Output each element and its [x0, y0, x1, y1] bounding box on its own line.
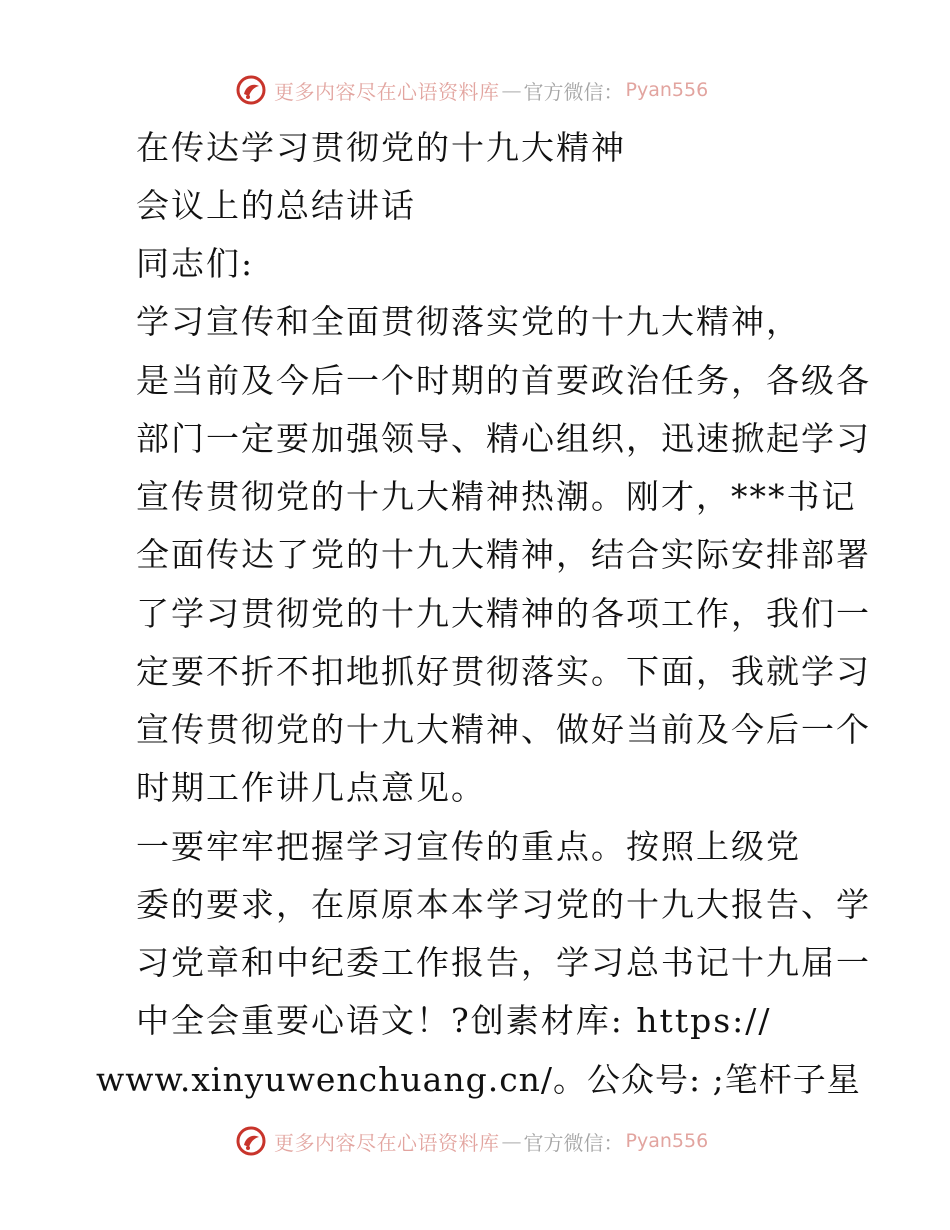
watermark-label: 官方微信： [523, 79, 624, 104]
paragraph-line: 部门一定要加强领导、精心组织，迅速掀起学习 [136, 419, 871, 458]
watermark-wechat-id: Pyan556 [625, 79, 709, 101]
title-line-1: 在传达学习贯彻党的十九大精神 [136, 128, 626, 167]
paragraph-line: 宣传贯彻党的十九大精神热潮。刚才，***书记 [136, 477, 857, 516]
paragraph-line: 时期工作讲几点意见。 [136, 768, 486, 807]
paragraph-line: 委的要求，在原原本本学习党的十九大报告、学 [136, 885, 871, 924]
paragraph-line: 宣传贯彻党的十九大精神、做好当前及今后一个 [136, 710, 871, 749]
watermark-text: 更多内容尽在心语资料库 [274, 1130, 500, 1155]
paragraph-line: 中全会重要心语文！?创素材库: https:// [136, 1001, 772, 1040]
paragraph-line: 定要不折不扣地抓好贯彻落实。下面，我就学习 [136, 652, 871, 691]
paragraph-line-url: www.xinyuwenchuang.cn/。公众号: ;笔杆子星 [96, 1060, 861, 1099]
paragraph-line: 全面传达了党的十九大精神，结合实际安排部署 [136, 535, 871, 574]
brand-logo-icon [236, 75, 266, 105]
footer-watermark [236, 1123, 716, 1159]
paragraph-line: 学习宣传和全面贯彻落实党的十九大精神， [136, 302, 801, 341]
watermark-text: 更多内容尽在心语资料库 [274, 79, 500, 104]
watermark-wechat-id: Pyan556 [625, 1130, 709, 1152]
salutation: 同志们: [136, 244, 255, 283]
paragraph-line: 习党章和中纪委工作报告，学习总书记十九届一 [136, 943, 871, 982]
paragraph-line: 一要牢牢把握学习宣传的重点。按照上级党 [136, 827, 801, 866]
brand-logo-icon [236, 1126, 266, 1156]
paragraph-line: 是当前及今后一个时期的首要政治任务，各级各 [136, 361, 871, 400]
title-line-2: 会议上的总结讲话 [136, 186, 416, 225]
paragraph-line: 了学习贯彻党的十九大精神的各项工作，我们一 [136, 594, 871, 633]
watermark-dash: — [501, 1129, 522, 1153]
header-watermark [236, 72, 716, 108]
watermark-dash: — [501, 78, 522, 102]
watermark-label: 官方微信： [523, 1130, 624, 1155]
